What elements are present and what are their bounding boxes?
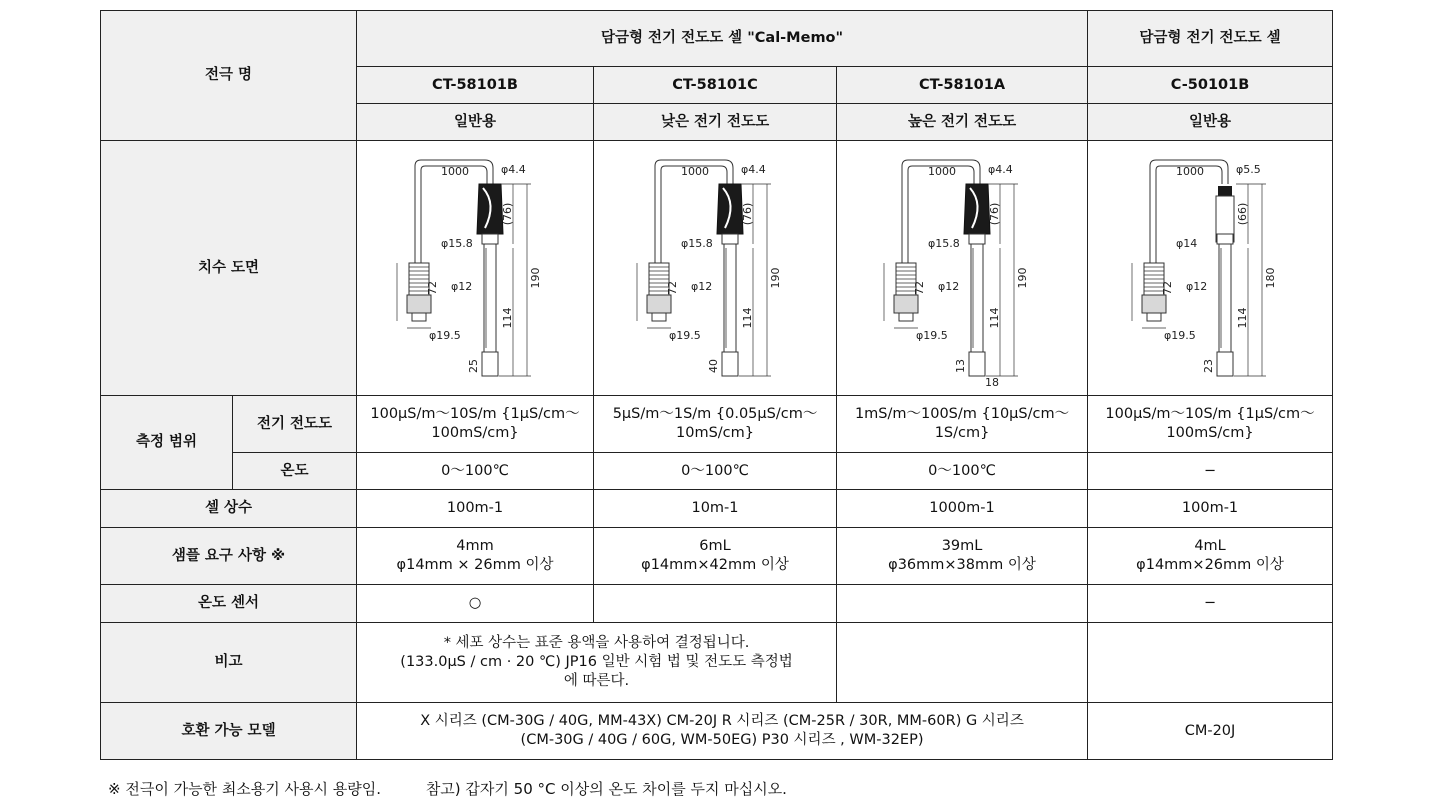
temp-sensor-value [837,585,1088,623]
dim-tip-length: 23 [1202,359,1216,373]
dim-cable-length: 1000 [681,165,710,178]
compatible-standard: CM-20J [1088,703,1333,760]
model-name: CT-58101C [594,67,837,104]
model-name: C-50101B [1088,67,1333,104]
range-cond-label: 전기 전도도 [233,396,357,453]
footnote [108,778,827,799]
probe-drawing-svg [385,148,565,388]
cell-constant-label: 셀 상수 [101,490,357,528]
range-cond-value: 100μS/m〜10S/m {1μS/cm〜100mS/cm} [1088,396,1333,453]
dim-body-length: (76) [501,202,515,226]
connector-nut [407,295,431,313]
drawing-label: 치수 도면 [101,141,357,396]
dim-total-length: 190 [529,267,543,289]
dim-tip-length: 25 [467,359,481,373]
dim-connector-diameter: φ19.5 [669,329,701,342]
dim-connector-length: 72 [913,281,927,295]
standard-group-header: 담금형 전기 전도도 셀 [1088,11,1333,67]
footnote-volume: ※ 전극이 가능한 최소용기 사용시 용량임. [108,780,382,798]
probe-drawing-svg [625,148,805,388]
remarks-empty [837,623,1088,703]
sample-value: 4mm φ14mm × 26mm 이상 [357,528,594,585]
sample-value: 6mL φ14mm×42mm 이상 [594,528,837,585]
cell-constant-value: 1000m-1 [837,490,1088,528]
range-label: 측정 범위 [101,396,233,490]
spec-table [100,10,1333,760]
model-name: CT-58101B [357,67,594,104]
range-temp-label: 온도 [233,453,357,490]
sample-value: 39mL φ36mm×38mm 이상 [837,528,1088,585]
dim-connector-length: 72 [1161,281,1175,295]
cell-constant-value: 100m-1 [1088,490,1333,528]
dim-total-length: 190 [769,267,783,289]
dim-tip-width: 18 [985,376,1000,388]
dim-probe-length: 114 [1236,307,1250,329]
remarks-empty [1088,623,1333,703]
temp-sensor-value: ○ [357,585,594,623]
dim-connector-diameter: φ19.5 [429,329,461,342]
model-use: 일반용 [1088,104,1333,141]
dim-total-length: 190 [1016,267,1030,289]
electrode-name-header: 전극 명 [101,11,357,141]
dim-body-diameter: φ15.8 [681,237,713,250]
dim-probe-diameter: φ12 [938,280,960,293]
probe-tip [969,352,985,376]
dim-tip-length: 40 [707,359,721,373]
dim-probe-length: 114 [501,307,515,329]
remarks-value: * 세포 상수는 표준 용액을 사용하여 결정됩니다. (133.0μS / cm · 20 ℃) JP16 일반 시험 법 및 전도도 측정법 에 따른다. [357,623,837,703]
dim-body-length: (76) [741,202,755,226]
range-temp-value: 0〜100℃ [594,453,837,490]
connector-nut [894,295,918,313]
temp-sensor-value: − [1088,585,1333,623]
range-cond-value: 100μS/m〜10S/m {1μS/cm〜100mS/cm} [357,396,594,453]
dim-top-diameter: φ5.5 [1236,163,1261,176]
range-temp-value: 0〜100℃ [837,453,1088,490]
model-use: 높은 전기 전도도 [837,104,1088,141]
dim-top-diameter: φ4.4 [501,163,526,176]
connector-nut [647,295,671,313]
dim-body-diameter: φ15.8 [441,237,473,250]
sample-value: 4mL φ14mm×26mm 이상 [1088,528,1333,585]
dim-body-diameter: φ15.8 [928,237,960,250]
cell-constant-value: 100m-1 [357,490,594,528]
dim-connector-length: 72 [666,281,680,295]
probe-tip [482,352,498,376]
cell-constant-value: 10m-1 [594,490,837,528]
dimension-drawing [594,141,837,396]
dim-top-diameter: φ4.4 [741,163,766,176]
dim-probe-length: 114 [741,307,755,329]
range-temp-value: − [1088,453,1333,490]
dimension-drawing [1088,141,1333,396]
compatible-models: X 시리즈 (CM-30G / 40G, MM-43X) CM-20J R 시리즈 (CM-25R / 30R, MM-60R) G 시리즈 (CM-30G / 40G / 60G, WM-50EG) P30 시리즈 , WM-32EP) [357,703,1088,760]
probe-drawing-svg [1120,148,1300,388]
probe-tip [1217,352,1233,376]
model-use: 낮은 전기 전도도 [594,104,837,141]
dimension-drawing [357,141,594,396]
model-name: CT-58101A [837,67,1088,104]
footnote-temperature: 참고) 갑자기 50 °C 이상의 온도 차이를 두지 마십시오. [425,780,787,798]
temp-sensor-value [594,585,837,623]
dim-tip-length: 13 [954,359,968,373]
range-cond-value: 1mS/m〜100S/m {10μS/cm〜1S/cm} [837,396,1088,453]
temp-sensor-label: 온도 센서 [101,585,357,623]
dim-connector-diameter: φ19.5 [916,329,948,342]
dim-probe-diameter: φ12 [691,280,713,293]
dim-connector-diameter: φ19.5 [1164,329,1196,342]
dim-top-diameter: φ4.4 [988,163,1013,176]
probe-tip [722,352,738,376]
range-temp-value: 0〜100℃ [357,453,594,490]
model-use: 일반용 [357,104,594,141]
compatible-label: 호환 가능 모델 [101,703,357,760]
range-cond-value: 5μS/m〜1S/m {0.05μS/cm〜10mS/cm} [594,396,837,453]
dim-body-length: (66) [1236,202,1250,226]
calmemo-group-header: 담금형 전기 전도도 셀 "Cal-Memo" [357,11,1088,67]
dim-cable-length: 1000 [441,165,470,178]
dim-probe-diameter: φ12 [451,280,473,293]
dimension-drawing [837,141,1088,396]
remarks-label: 비고 [101,623,357,703]
dim-total-length: 180 [1264,267,1278,289]
dim-probe-diameter: φ12 [1186,280,1208,293]
dim-cable-length: 1000 [928,165,957,178]
dim-body-diameter: φ14 [1176,237,1198,250]
dim-cable-length: 1000 [1176,165,1205,178]
dim-body-length: (76) [988,202,1002,226]
probe-head [1218,186,1232,196]
dim-connector-length: 72 [426,281,440,295]
connector-nut [1142,295,1166,313]
sample-label: 샘플 요구 사항 ※ [101,528,357,585]
probe-drawing-svg [872,148,1052,388]
dim-probe-length: 114 [988,307,1002,329]
